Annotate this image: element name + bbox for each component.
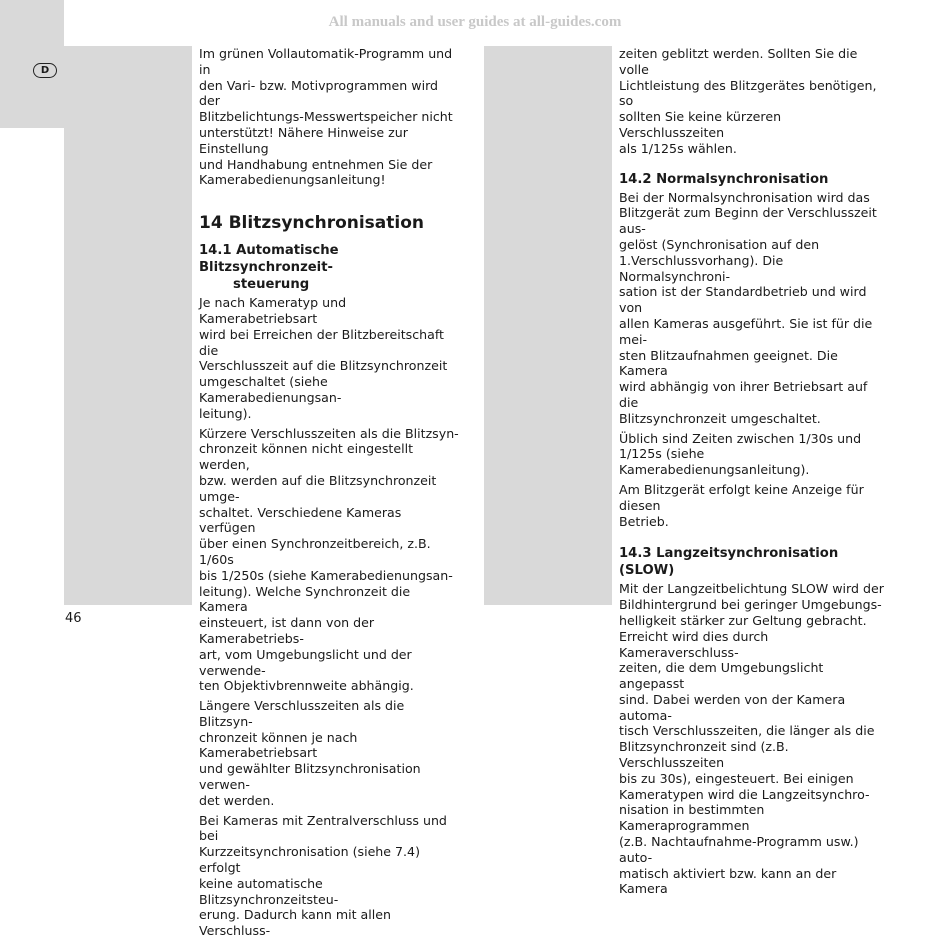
right-column [619,46,887,901]
paragraph: Am Blitzgerät erfolgt keine Anzeige für diesen Betrieb. [619,481,864,529]
margin-block-top [0,0,64,8]
subsection-heading-automatic: 14.1 Automatische Blitzsynchronzeit- steuerung [199,243,339,293]
language-badge: D [33,63,57,78]
paragraph: zeiten geblitzt werden. Sollten Sie die volle Lichtleistung des Blitzgerätes benötigen, so sollten Sie keine kürzeren Verschlusszeiten als 1/125s wählen. [619,46,877,156]
subsection-heading-slow: 14.3 Langzeitsynchronisation (SLOW) [619,546,839,579]
left-column [199,46,461,943]
column-shade-right [484,46,612,605]
paragraph: Kürzere Verschlusszeiten als die Blitzsyn- chronzeit können nicht eingestellt werden, bzw. werden auf die Blitzsynchronzeit umge- schaltet. Verschiedene Kameras verfügen über einen Synchronzeitbereich, z.B. 1/60s bis 1/250s (siehe Kamerabedienungsan- leitung). Welche Synchronzeit die Kamera einsteuert, ist dann von der Kamerabetriebs- art, vom Umgebungslicht und der verwende- ten Objektivbrennweite abhängig. [199,425,459,694]
page-number: 46 [65,611,82,626]
paragraph: Bei der Normalsynchronisation wird das Blitzgerät zum Beginn der Verschlusszeit aus- gelöst (Synchronisation auf den 1.Verschlussvorhang). Die Normalsynchroni- sation ist der Standardbetrieb und wird von allen Kameras ausgeführt. Sie ist für die mei- sten Blitzaufnahmen geeignet. Die Kamera wird abhängig von ihrer Betriebsart auf die Blitzsynchronzeit umgeschaltet. [619,189,877,426]
subsection-heading-normal: 14.2 Normalsynchronisation [619,171,829,187]
margin-block-top-wide [64,46,192,128]
paragraph: Bei Kameras mit Zentralverschluss und bei Kurzzeitsynchronisation (siehe 7.4) erfolgt keine automatische Blitzsynchronzeitsteu- erung. Dadurch kann mit allen Verschluss- [199,812,447,939]
paragraph: Längere Verschlusszeiten als die Blitzsyn- chronzeit können je nach Kamerabetriebsart und gewählter Blitzsynchronisation verwen- det werden. [199,698,421,808]
section-heading: 14 Blitzsynchronisation [199,213,425,234]
paragraph: Je nach Kameratyp und Kamerabetriebsart wird bei Erreichen der Blitzbereitschaft die Verschlusszeit auf die Blitzsynchronzeit umgeschaltet (siehe Kamerabedienungsan- leitung). [199,295,448,421]
paragraph: Üblich sind Zeiten zwischen 1/30s und 1/125s (siehe Kamerabedienungsanleitung). [619,430,862,478]
watermark: All manuals and user guides at all-guides.com [328,14,622,30]
column-shade-left [64,128,192,605]
intro-paragraph: Im grünen Vollautomatik-Programm und in den Vari- bzw. Motivprogrammen wird der Blitzbelichtungs-Messwertspeicher nicht unterstützt! Nähere Hinweise zur Einstellung und Handhabung entnehmen Sie der Kamerabedienungsanleitung! [199,46,453,188]
paragraph: Mit der Langzeitbelichtung SLOW wird der Bildhintergrund bei geringer Umgebungs- helligkeit stärker zur Geltung gebracht. Erreicht wird dies durch Kameraverschluss- zeiten, die dem Umgebungslicht angepasst sind. Dabei werden von der Kamera automa- tisch Verschlusszeiten, die länger als die Blitzsynchronzeit sind (z.B. Verschlusszeiten bis zu 30s), eingesteuert. Bei einigen Kameratypen wird die Langzeitsynchro- nisation in bestimmten Kameraprogrammen (z.B. Nachtaufnahme-Programm usw.) auto- matisch aktiviert bzw. kann an der Kamera [619,581,884,897]
